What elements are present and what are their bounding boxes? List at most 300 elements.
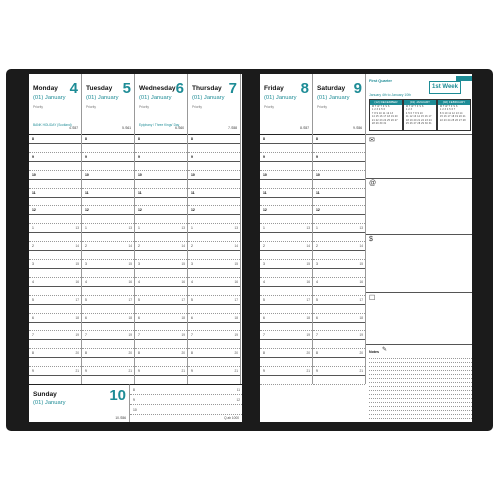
day-name: Thursday <box>192 85 222 92</box>
time-slot-line[interactable] <box>135 330 187 331</box>
time-slot-line[interactable] <box>260 170 312 171</box>
row-number: 13 <box>128 226 132 231</box>
row-number: 15 <box>234 261 238 266</box>
time-slot-line[interactable] <box>188 348 240 349</box>
time-slot-line[interactable] <box>82 205 134 206</box>
time-slot-line[interactable] <box>29 161 81 162</box>
time-slot-line[interactable] <box>313 357 365 358</box>
time-slot-line[interactable] <box>260 232 312 233</box>
mini-calendar-row: 15 16 17 18 19 20 21 <box>440 116 466 119</box>
time-slot-line[interactable] <box>29 152 81 153</box>
notes-line[interactable] <box>369 402 472 403</box>
time-slot-line[interactable] <box>188 375 240 376</box>
time-slot-line[interactable] <box>260 357 312 358</box>
time-slot-line[interactable] <box>260 143 312 144</box>
time-slot-line[interactable] <box>313 223 365 224</box>
time-slot-line[interactable] <box>82 179 134 180</box>
time-slot-line[interactable] <box>188 250 240 251</box>
day-count: 9 /356 <box>353 126 362 130</box>
time-slot-line[interactable] <box>135 161 187 162</box>
row-number: 20 <box>128 351 132 356</box>
time-slot-line[interactable] <box>82 143 134 144</box>
time-slot-line[interactable] <box>82 357 134 358</box>
hour-label: 8 <box>316 351 318 356</box>
row-number: 21 <box>181 369 185 374</box>
time-slot-line[interactable] <box>260 268 312 269</box>
hour-label: 3 <box>316 261 318 266</box>
time-slot-line[interactable] <box>313 384 365 385</box>
notes-line[interactable] <box>369 414 472 415</box>
time-slot-line[interactable] <box>260 214 312 215</box>
day-name: Wednesday <box>139 85 176 92</box>
time-slot-line[interactable] <box>313 286 365 287</box>
time-slot-line[interactable] <box>82 304 134 305</box>
time-slot-line[interactable] <box>82 366 134 367</box>
time-slot-line[interactable] <box>82 223 134 224</box>
time-slot-line[interactable] <box>135 179 187 180</box>
row-number: 14 <box>75 244 79 249</box>
hour-label: 10 <box>316 172 320 177</box>
time-slot-line[interactable] <box>260 205 312 206</box>
time-slot-line[interactable] <box>82 348 134 349</box>
row-number: 17 <box>128 297 132 302</box>
time-slot-line[interactable] <box>130 394 242 395</box>
hour-label: 8 <box>263 136 265 141</box>
day-header <box>82 74 134 135</box>
time-slot-line[interactable] <box>82 259 134 260</box>
time-slot-line[interactable] <box>260 322 312 323</box>
time-slot-line[interactable] <box>135 268 187 269</box>
time-slot-line[interactable] <box>313 197 365 198</box>
time-slot-line[interactable] <box>82 197 134 198</box>
row-number: 19 <box>75 333 79 338</box>
hour-label: 11 <box>138 190 142 195</box>
time-slot-line[interactable] <box>188 241 240 242</box>
time-slot-line[interactable] <box>135 205 187 206</box>
notes-line[interactable] <box>369 410 472 411</box>
day-column-monday[interactable] <box>29 74 82 384</box>
time-slot-line[interactable] <box>188 322 240 323</box>
time-slot-line[interactable] <box>313 304 365 305</box>
time-slot-line[interactable] <box>188 161 240 162</box>
day-column-thursday[interactable] <box>188 74 241 384</box>
notes-panel[interactable] <box>366 234 472 293</box>
day-name: Tuesday <box>86 85 113 92</box>
hour-label: 9 <box>263 369 265 374</box>
time-slot-line[interactable] <box>29 348 81 349</box>
time-slot-line[interactable] <box>260 259 312 260</box>
time-slot-line[interactable] <box>260 375 312 376</box>
mini-calendar-row: 1 2 3 4 5 6 7 <box>440 109 456 112</box>
row-number: 15 <box>359 261 363 266</box>
time-slot-line[interactable] <box>313 330 365 331</box>
notes-line[interactable] <box>369 374 472 375</box>
time-slot-line[interactable] <box>135 295 187 296</box>
day-header <box>135 74 187 135</box>
day-number: 4 <box>69 80 78 97</box>
time-slot-line[interactable] <box>188 179 240 180</box>
notes-line[interactable] <box>369 382 472 383</box>
time-slot-line[interactable] <box>82 250 134 251</box>
row-number: 14 <box>234 244 238 249</box>
time-slot-line[interactable] <box>135 259 187 260</box>
time-slot-line[interactable] <box>29 366 81 367</box>
day-column-tuesday[interactable] <box>82 74 135 384</box>
time-slot-line[interactable] <box>260 152 312 153</box>
time-slot-line[interactable] <box>135 197 187 198</box>
time-slot-line[interactable] <box>260 241 312 242</box>
time-slot-line[interactable] <box>82 241 134 242</box>
priority-label: Priority <box>33 105 43 109</box>
hour-label: 3 <box>32 261 34 266</box>
time-slot-line[interactable] <box>135 366 187 367</box>
hour-label: 7 <box>138 333 140 338</box>
time-slot-line[interactable] <box>313 214 365 215</box>
row-number: 13 <box>234 226 238 231</box>
time-slot-line[interactable] <box>135 277 187 278</box>
time-slot-line[interactable] <box>135 322 187 323</box>
time-slot-line[interactable] <box>313 277 365 278</box>
time-slot-line[interactable] <box>260 366 312 367</box>
hour-label: 9 <box>85 154 87 159</box>
notes-line[interactable] <box>369 366 472 367</box>
time-slot-line[interactable] <box>135 241 187 242</box>
row-number: 18 <box>181 315 185 320</box>
time-slot-line[interactable] <box>29 375 81 376</box>
time-slot-line[interactable] <box>260 179 312 180</box>
hour-label: 9 <box>138 369 140 374</box>
time-slot-line[interactable] <box>135 304 187 305</box>
time-slot-line[interactable] <box>82 330 134 331</box>
hour-label: 5 <box>85 297 87 302</box>
time-slot-line[interactable] <box>313 375 365 376</box>
time-slot-line[interactable] <box>135 348 187 349</box>
hour-label: 7 <box>32 333 34 338</box>
time-slot-line[interactable] <box>130 414 242 415</box>
planner-spine <box>242 74 260 422</box>
hour-label: 8 <box>191 136 193 141</box>
time-slot-line[interactable] <box>29 205 81 206</box>
mini-calendar-grid <box>404 105 436 127</box>
hour-label: 12 <box>32 208 36 213</box>
time-slot-line[interactable] <box>313 205 365 206</box>
notes-line[interactable] <box>369 418 472 419</box>
hour-label: 1 <box>32 226 34 231</box>
time-slot-line[interactable] <box>188 214 240 215</box>
day-number: 7 <box>228 80 237 97</box>
time-slot-line[interactable] <box>188 286 240 287</box>
time-slot-line[interactable] <box>29 241 81 242</box>
hour-label: 5 <box>138 297 140 302</box>
time-slot-line[interactable] <box>29 295 81 296</box>
time-slot-line[interactable] <box>188 295 240 296</box>
day-count: 5 /361 <box>122 126 131 130</box>
hour-label: 12 <box>316 208 320 213</box>
time-slot-line[interactable] <box>313 268 365 269</box>
day-header <box>29 74 81 135</box>
time-slot-line[interactable] <box>260 277 312 278</box>
time-slot-line[interactable] <box>188 268 240 269</box>
time-slot-line[interactable] <box>188 232 240 233</box>
time-slot-line[interactable] <box>313 339 365 340</box>
time-slot-line[interactable] <box>82 375 134 376</box>
notes-line[interactable] <box>369 370 472 371</box>
day-column-saturday[interactable] <box>313 74 366 384</box>
priority-label: Priority <box>139 105 149 109</box>
notes-line[interactable] <box>369 378 472 379</box>
hour-label: 6 <box>138 315 140 320</box>
notes-line[interactable] <box>369 406 472 407</box>
time-slot-line[interactable] <box>188 152 240 153</box>
hour-label: 4 <box>191 279 193 284</box>
row-number: 20 <box>306 351 310 356</box>
mini-calendar-row: 25 26 27 28 29 30 31 <box>406 123 432 126</box>
day-month: (01) January <box>317 95 350 101</box>
time-slot-line[interactable] <box>135 357 187 358</box>
time-slot-line[interactable] <box>135 170 187 171</box>
time-slot-line[interactable] <box>260 384 312 385</box>
row-number: 19 <box>359 333 363 338</box>
day-number: 9 <box>353 80 362 97</box>
time-slot-line[interactable] <box>260 286 312 287</box>
time-slot-line[interactable] <box>29 223 81 224</box>
time-slot-line[interactable] <box>29 197 81 198</box>
notes-line[interactable] <box>369 394 472 395</box>
time-slot-line[interactable] <box>260 223 312 224</box>
time-slot-line[interactable] <box>313 313 365 314</box>
time-slot-line[interactable] <box>135 250 187 251</box>
time-slot-line[interactable] <box>135 152 187 153</box>
row-number: 13 <box>75 226 79 231</box>
time-slot-line[interactable] <box>260 161 312 162</box>
hour-label: 12 <box>263 208 267 213</box>
time-slot-line[interactable] <box>313 259 365 260</box>
time-slot-line[interactable] <box>82 161 134 162</box>
hour-label: 11 <box>32 190 36 195</box>
hour-label: 9 <box>263 154 265 159</box>
time-slot-line[interactable] <box>188 197 240 198</box>
time-slot-line[interactable] <box>188 339 240 340</box>
time-slot-line[interactable] <box>29 214 81 215</box>
day-month: (01) January <box>264 95 297 101</box>
time-slot-line[interactable] <box>188 259 240 260</box>
holiday-note: BANK HOLIDAY (Scotland) <box>33 123 72 127</box>
hour-label: 2 <box>138 244 140 249</box>
row-number: 16 <box>181 279 185 284</box>
time-slot-line[interactable] <box>130 404 242 405</box>
sunday-time-slots[interactable] <box>130 384 242 422</box>
time-slot-line[interactable] <box>29 330 81 331</box>
time-slot-line[interactable] <box>313 366 365 367</box>
time-slot-line[interactable] <box>82 214 134 215</box>
time-slot-line[interactable] <box>135 313 187 314</box>
mini-calendar-row: 22 23 24 25 26 27 28 <box>440 119 466 122</box>
time-slot-line[interactable] <box>188 170 240 171</box>
time-slot-line[interactable] <box>313 241 365 242</box>
time-slot-line[interactable] <box>313 179 365 180</box>
time-slot-line[interactable] <box>29 188 81 189</box>
time-slot-line[interactable] <box>313 295 365 296</box>
day-column-sunday[interactable] <box>29 384 130 422</box>
time-slot-line[interactable] <box>260 197 312 198</box>
time-slot-line[interactable] <box>260 313 312 314</box>
time-slot-line[interactable] <box>29 277 81 278</box>
time-slot-line[interactable] <box>135 232 187 233</box>
time-slot-line[interactable] <box>313 250 365 251</box>
time-slot-line[interactable] <box>313 143 365 144</box>
time-slot-line[interactable] <box>135 143 187 144</box>
time-slot-line[interactable] <box>29 286 81 287</box>
row-number: 11 <box>236 388 240 392</box>
hour-label: 3 <box>263 261 265 266</box>
notes-line[interactable] <box>369 362 472 363</box>
mini-calendar <box>369 99 403 131</box>
time-slot-line[interactable] <box>188 277 240 278</box>
hour-label: 1 <box>85 226 87 231</box>
hour-label: 7 <box>85 333 87 338</box>
time-slot-line[interactable] <box>313 152 365 153</box>
day-count: 8 /357 <box>300 126 309 130</box>
time-slot-line[interactable] <box>135 286 187 287</box>
time-slot-line[interactable] <box>260 304 312 305</box>
time-slot-line[interactable] <box>313 232 365 233</box>
hour-label: 6 <box>191 315 193 320</box>
day-month: (01) January <box>86 95 119 101</box>
mini-calendar <box>403 99 437 131</box>
notes-line[interactable] <box>369 358 472 359</box>
time-slot-line[interactable] <box>29 339 81 340</box>
time-slot-line[interactable] <box>188 143 240 144</box>
time-slot-line[interactable] <box>29 304 81 305</box>
time-slot-line[interactable] <box>82 313 134 314</box>
time-slot-line[interactable] <box>82 286 134 287</box>
time-slot-line[interactable] <box>260 295 312 296</box>
time-slot-line[interactable] <box>29 357 81 358</box>
time-slot-line[interactable] <box>29 268 81 269</box>
time-slot-line[interactable] <box>188 330 240 331</box>
day-name: Monday <box>33 85 58 92</box>
notes-panel[interactable] <box>366 292 472 345</box>
hour-label: 2 <box>191 244 193 249</box>
week-number-box: 1st Week <box>429 81 461 94</box>
row-number: 20 <box>75 351 79 356</box>
hour-label: 6 <box>32 315 34 320</box>
time-slot-line[interactable] <box>313 322 365 323</box>
time-slot-line[interactable] <box>82 339 134 340</box>
row-number: 14 <box>128 244 132 249</box>
time-slot-line[interactable] <box>188 205 240 206</box>
day-column-wednesday[interactable] <box>135 74 188 384</box>
time-slot-line[interactable] <box>29 179 81 180</box>
time-slot-line[interactable] <box>260 188 312 189</box>
time-slot-line[interactable] <box>82 295 134 296</box>
notes-line[interactable] <box>369 386 472 387</box>
mini-calendar-row: M T W T F S S <box>440 106 458 108</box>
time-slot-line[interactable] <box>188 188 240 189</box>
time-slot-line[interactable] <box>29 259 81 260</box>
row-number: 17 <box>359 297 363 302</box>
row-number: 14 <box>181 244 185 249</box>
row-number: 14 <box>359 244 363 249</box>
day-month: (01) January <box>192 95 225 101</box>
time-slot-line[interactable] <box>82 188 134 189</box>
time-slot-line[interactable] <box>29 232 81 233</box>
time-slot-line[interactable] <box>29 170 81 171</box>
notes-line[interactable] <box>369 390 472 391</box>
hour-label: 8 <box>191 351 193 356</box>
notes-panel[interactable] <box>366 178 472 235</box>
notes-line[interactable] <box>369 398 472 399</box>
row-number: 21 <box>75 369 79 374</box>
time-slot-line[interactable] <box>82 170 134 171</box>
hour-label: 10 <box>32 172 36 177</box>
time-slot-line[interactable] <box>260 339 312 340</box>
time-slot-line[interactable] <box>29 322 81 323</box>
time-slot-line[interactable] <box>82 322 134 323</box>
hour-label: 10 <box>138 172 142 177</box>
time-slot-line[interactable] <box>260 330 312 331</box>
row-number: 18 <box>359 315 363 320</box>
time-slot-line[interactable] <box>135 223 187 224</box>
mini-calendar-row: 1 2 3 <box>406 109 413 112</box>
mini-calendar-grid <box>438 105 470 124</box>
row-number: 17 <box>181 297 185 302</box>
time-slot-line[interactable] <box>188 366 240 367</box>
quarter-label: First Quarter <box>369 79 392 83</box>
time-slot-line[interactable] <box>135 339 187 340</box>
hour-label: 2 <box>32 244 34 249</box>
hour-label: 8 <box>138 351 140 356</box>
time-slot-line[interactable] <box>82 152 134 153</box>
time-slot-line[interactable] <box>188 313 240 314</box>
hour-label: 12 <box>85 208 89 213</box>
time-slot-line[interactable] <box>313 188 365 189</box>
hour-label: 2 <box>85 244 87 249</box>
time-slot-line[interactable] <box>29 143 81 144</box>
time-slot-line[interactable] <box>260 250 312 251</box>
time-slot-line[interactable] <box>313 348 365 349</box>
mini-calendar-row: 8 9 10 11 12 13 14 <box>440 112 463 115</box>
time-slot-line[interactable] <box>313 170 365 171</box>
time-slot-line[interactable] <box>135 375 187 376</box>
time-slot-line[interactable] <box>313 161 365 162</box>
mini-calendar-grid <box>370 105 402 127</box>
time-slot-line[interactable] <box>188 304 240 305</box>
time-slot-line[interactable] <box>135 188 187 189</box>
row-number: 15 <box>75 261 79 266</box>
week-side-panel <box>366 74 472 422</box>
hour-label: 9 <box>138 154 140 159</box>
hour-label: 11 <box>316 190 320 195</box>
mini-calendar-row: 4 5 6 7 8 9 10 <box>406 112 423 115</box>
time-slot-line[interactable] <box>188 357 240 358</box>
time-slot-line[interactable] <box>135 214 187 215</box>
time-slot-line[interactable] <box>29 250 81 251</box>
day-column-friday[interactable] <box>260 74 313 384</box>
notes-panel[interactable] <box>366 134 472 179</box>
time-slot-line[interactable] <box>188 223 240 224</box>
day-count: 7 /358 <box>228 126 237 130</box>
time-slot-line[interactable] <box>82 232 134 233</box>
time-slot-line[interactable] <box>29 313 81 314</box>
row-number: 18 <box>234 315 238 320</box>
time-slot-line[interactable] <box>82 277 134 278</box>
row-number: 17 <box>234 297 238 302</box>
hour-label: 7 <box>263 333 265 338</box>
hour-label: 9 <box>316 154 318 159</box>
time-slot-line[interactable] <box>260 348 312 349</box>
time-slot-line[interactable] <box>82 268 134 269</box>
